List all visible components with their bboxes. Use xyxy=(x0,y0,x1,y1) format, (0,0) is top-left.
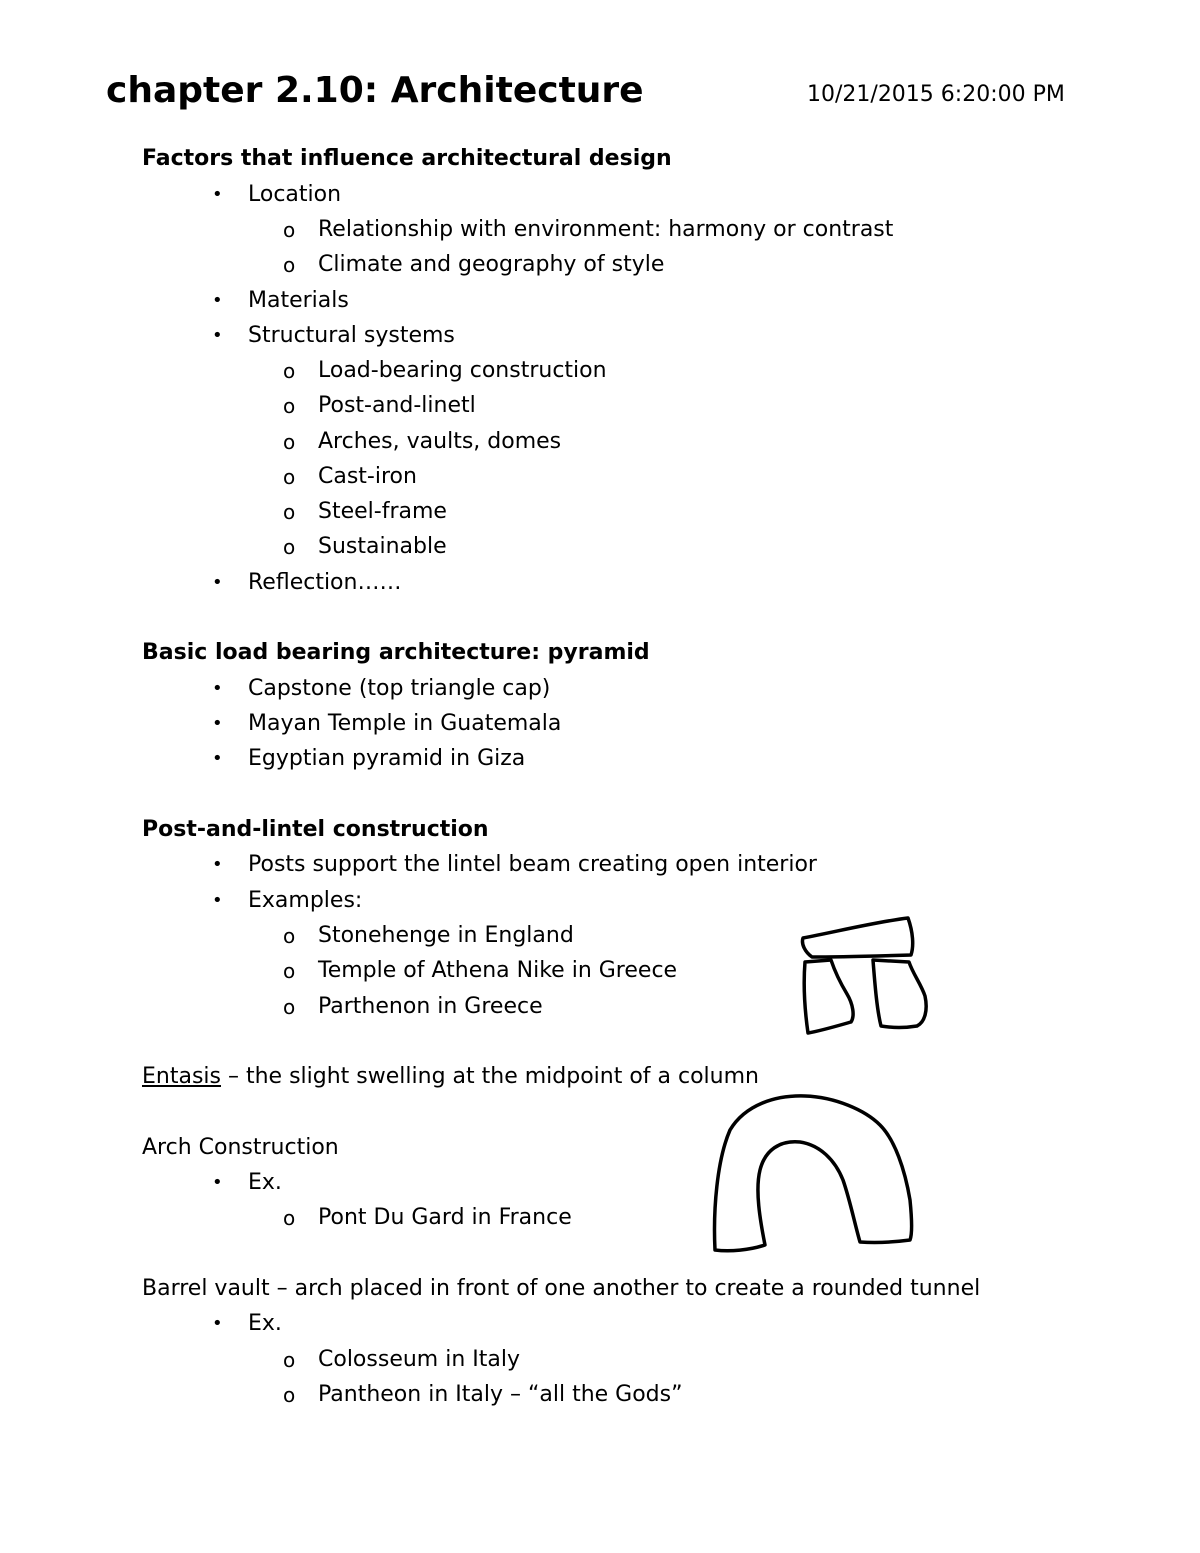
list-item-pont-du-gard: Pont Du Gard in France xyxy=(318,1205,572,1230)
bullet-marker: • xyxy=(212,713,223,734)
sub-bullet-marker: o xyxy=(283,535,296,559)
list-item-post-lintel: Post-and-linetl xyxy=(318,393,476,418)
list-item-steel-frame: Steel-frame xyxy=(318,499,447,524)
post-lintel-sketch xyxy=(795,912,935,1042)
sub-bullet-marker: o xyxy=(283,500,296,524)
list-item-cast-iron: Cast-iron xyxy=(318,464,417,489)
sub-bullet-marker: o xyxy=(283,359,296,383)
entasis-term: Entasis xyxy=(142,1064,221,1089)
list-item-athena-nike: Temple of Athena Nike in Greece xyxy=(318,958,678,983)
sub-bullet-marker: o xyxy=(283,1348,296,1372)
list-item-mayan-temple: Mayan Temple in Guatemala xyxy=(248,711,562,736)
list-item-sustainable: Sustainable xyxy=(318,534,447,559)
list-item-posts-support: Posts support the lintel beam creating open interior xyxy=(248,852,817,877)
sub-bullet-marker: o xyxy=(283,465,296,489)
list-item-egyptian-pyramid: Egyptian pyramid in Giza xyxy=(248,746,526,771)
sub-bullet-marker: o xyxy=(283,959,296,983)
section-heading-factors: Factors that influence architectural design xyxy=(142,146,672,171)
bullet-marker: • xyxy=(212,1313,223,1334)
sub-bullet-marker: o xyxy=(283,924,296,948)
list-item-parthenon: Parthenon in Greece xyxy=(318,994,543,1019)
list-item-examples: Examples: xyxy=(248,888,363,913)
section-heading-post-lintel: Post-and-lintel construction xyxy=(142,817,489,842)
sub-bullet-marker: o xyxy=(283,1206,296,1230)
bullet-marker: • xyxy=(212,290,223,311)
entasis-definition xyxy=(142,1062,759,1092)
list-item-arch-ex: Ex. xyxy=(248,1170,282,1195)
list-item-load-bearing: Load-bearing construction xyxy=(318,358,607,383)
list-item-materials: Materials xyxy=(248,288,349,313)
sub-bullet-marker: o xyxy=(283,1383,296,1407)
sub-bullet-marker: o xyxy=(283,253,296,277)
arch-sketch xyxy=(705,1090,925,1260)
list-item-colosseum: Colosseum in Italy xyxy=(318,1347,520,1372)
list-item-stonehenge: Stonehenge in England xyxy=(318,923,574,948)
list-item-arches: Arches, vaults, domes xyxy=(318,429,562,454)
list-item-location: Location xyxy=(248,182,342,207)
bullet-marker: • xyxy=(212,748,223,769)
list-item-reflection: Reflection…… xyxy=(248,570,402,595)
bullet-marker: • xyxy=(212,572,223,593)
timestamp: 10/21/2015 6:20:00 PM xyxy=(807,82,1065,107)
sub-bullet-marker: o xyxy=(283,394,296,418)
bullet-marker: • xyxy=(212,325,223,346)
sub-bullet-marker: o xyxy=(283,995,296,1019)
bullet-marker: • xyxy=(212,678,223,699)
bullet-marker: • xyxy=(212,1172,223,1193)
page-title: chapter 2.10: Architecture xyxy=(106,70,644,111)
sub-bullet-marker: o xyxy=(283,430,296,454)
entasis-text: – the slight swelling at the midpoint of a column xyxy=(221,1064,759,1089)
list-item-barrel-ex: Ex. xyxy=(248,1311,282,1336)
bullet-marker: • xyxy=(212,890,223,911)
section-heading-load-bearing: Basic load bearing architecture: pyramid xyxy=(142,640,650,665)
list-item-pantheon: Pantheon in Italy – “all the Gods” xyxy=(318,1382,683,1407)
barrel-vault-definition: Barrel vault – arch placed in front of one another to create a rounded tunnel xyxy=(142,1276,981,1301)
list-item-structural: Structural systems xyxy=(248,323,455,348)
bullet-marker: • xyxy=(212,854,223,875)
bullet-marker: • xyxy=(212,184,223,205)
sub-bullet-marker: o xyxy=(283,218,296,242)
list-item-environment: Relationship with environment: harmony or contrast xyxy=(318,217,894,242)
section-heading-arch: Arch Construction xyxy=(142,1135,339,1160)
list-item-climate: Climate and geography of style xyxy=(318,252,665,277)
list-item-capstone: Capstone (top triangle cap) xyxy=(248,676,551,701)
